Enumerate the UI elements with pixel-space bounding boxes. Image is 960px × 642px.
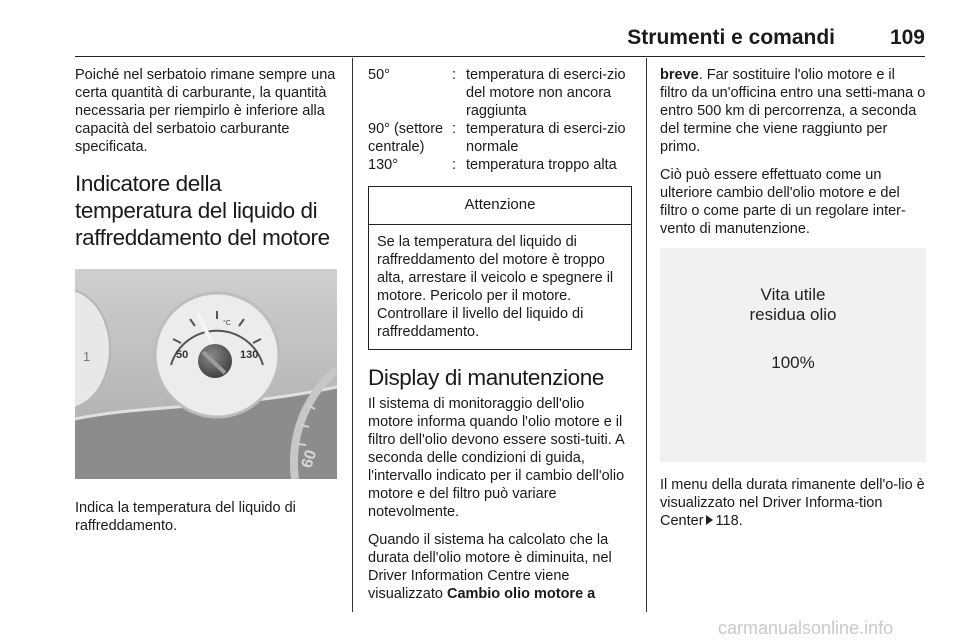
dic-reference-paragraph: Il menu della durata rimanente dell'o-lio è visualizzato nel Driver Informa-tion Center 118. [660,477,925,529]
warning-box [368,186,632,350]
table-row: 90° (settore centrale) : temperatura di eserci-zio normale [368,121,626,155]
intro-paragraph: Poiché nel serbatoio rimane sempre una certa quantità di carburante, la quantità necessaria per riempirlo è inferiore alla capacità del serbatoio carburante specificata. [75,67,336,155]
gauge-caption: Indica la temperatura del liquido di raffreddamento. [75,500,296,534]
temperature-table [368,66,632,174]
left-dial-label: 1 [83,349,91,364]
column-left [75,66,337,545]
page-ref-link[interactable]: 118. [715,513,743,529]
oil-life-display [660,248,926,462]
page-number: 109 [889,26,925,49]
gauge-unit: °C [223,320,231,327]
maintenance-paragraph-2: Quando il sistema ha calcolato che la durata dell'olio motore è diminuita, nel Driver Information Centre viene visualizzato Cambio olio motore a [368,532,612,602]
gauge-label-high: 130 [240,349,259,361]
section-heading-maintenance: Display di manutenzione [368,365,604,390]
column-divider [352,58,353,612]
warning-body: Se la temperatura del liquido di raffreddamento del motore è troppo alta, arrestare il veicolo e spegnere il motore. Pericolo per il motore. Controllare il livello del liquido di raffreddamento. [377,234,614,340]
continuation-paragraph: breve. Far sostituire l'olio motore e il filtro da un'officina entro una setti-mana o entro 500 km di percorrenza, a seconda del termine che viene raggiunto per primo. [660,67,926,155]
watermark: carmanualsonline.info [718,618,894,638]
column-right [660,66,926,540]
gauge-label-low: 50 [176,349,189,361]
section-heading-coolant: Indicatore della temperatura del liquido di raffreddamento del motore [75,171,330,250]
page-ref-arrow-icon [706,515,713,525]
column-divider [646,58,647,612]
coolant-gauge-image [75,269,337,479]
section-title: Strumenti e comandi [627,26,835,49]
display-line-2: residua olio [749,305,837,324]
maintenance-paragraph-3: Ciò può essere effettuato come un ulteriore cambio dell'olio motore e del filtro o come parte di un regolare inter-vento di manutenzione. [660,167,906,237]
column-middle [368,66,632,613]
page-header [75,22,925,57]
warning-title: Attenzione [369,187,631,225]
oil-life-value: 100% [771,353,815,372]
maintenance-paragraph-1: Il sistema di monitoraggio dell'olio motore informa quando l'olio motore e il filtro dell'olio devono essere sosti-tuiti. A seconda delle condizioni di guida, l'intervallo indicato per il cambio dell'olio motore e del filtro può variare notevolmente. [368,396,625,520]
table-row: 130° : temperatura troppo alta [368,157,617,173]
display-line-1: Vita utile [760,285,826,304]
table-row: 50° : temperatura di eserci-zio del motore non ancora raggiunta [368,67,626,119]
speedo-label: 60 [298,448,321,471]
